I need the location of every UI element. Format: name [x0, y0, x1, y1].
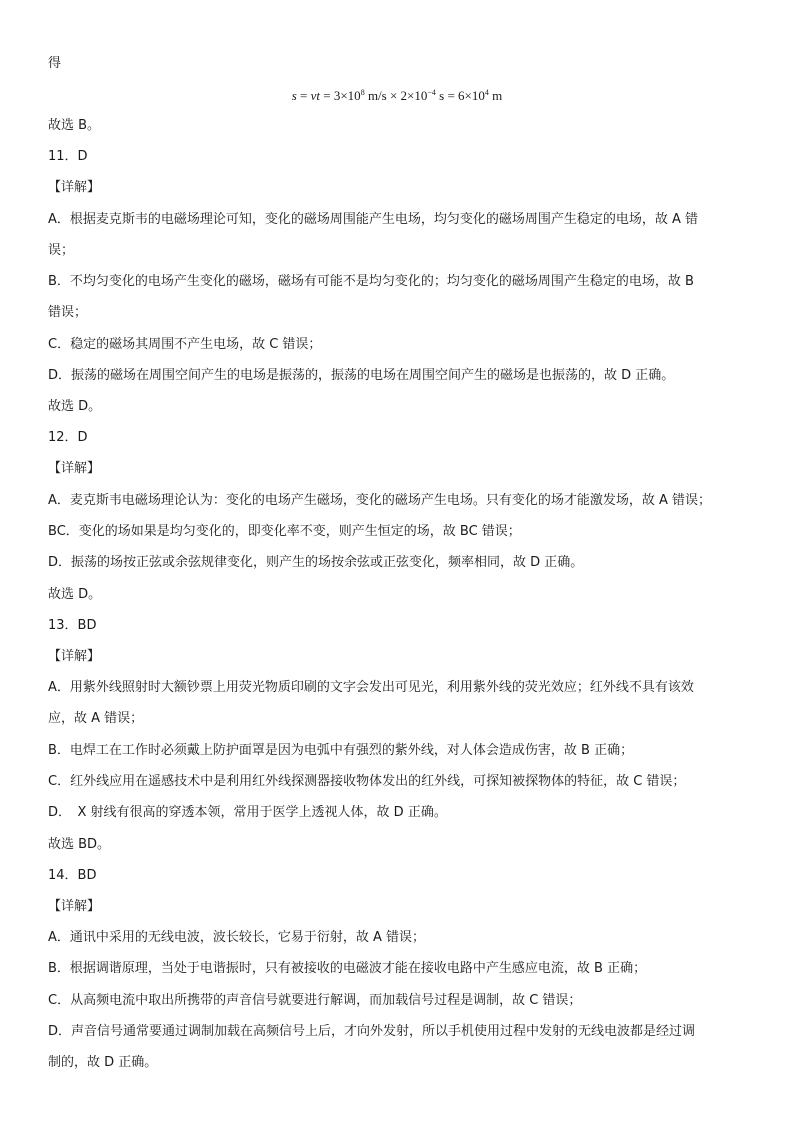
formula-exponent: −4: [427, 88, 436, 97]
formula-exponent: 4: [484, 88, 489, 97]
section-heading: 【详解】: [48, 461, 101, 476]
option-a-text: A．通讯中采用的无线电波，波长较长，它易于衍射，故 A 错误；: [48, 930, 426, 945]
option-a-text-cont: 应，故 A 错误；: [48, 711, 144, 726]
option-d-text-cont: 制的，故 D 正确。: [48, 1055, 158, 1070]
option-a-text: A．根据麦克斯韦的电磁场理论可知，变化的磁场周围能产生电场，均匀变化的磁场周围产生稳定的电场，故 A 错: [48, 212, 699, 227]
option-bc-text: BC．变化的场如果是均匀变化的，即变化率不变，则产生恒定的场，故 BC 错误；: [48, 524, 521, 539]
option-a-text: A．麦克斯韦电磁场理论认为：变化的电场产生磁场，变化的磁场产生电场。只有变化的场才能激发场，故 A 错误；: [48, 493, 712, 508]
section-heading: 【详解】: [48, 899, 101, 914]
question-number: 14．BD: [48, 868, 97, 883]
option-d-text: D．声音信号通常要通过调制加载在高频信号上后，才向外发射，所以手机使用过程中发射的无线电波都是经过调: [48, 1024, 696, 1039]
option-b-text: B．电焊工在工作时必须戴上防护面罩是因为电弧中有强烈的紫外线，对人体会造成伤害，故 B 正确；: [48, 743, 634, 758]
formula-unit: m: [488, 88, 503, 103]
section-heading: 【详解】: [48, 649, 101, 664]
question-number: 13．BD: [48, 618, 97, 633]
formula-part: = 3×10: [320, 88, 361, 103]
option-a-text-cont: 误；: [48, 243, 75, 258]
formula-symbol-vt: vt: [310, 88, 321, 103]
question-number: 12．D: [48, 430, 88, 445]
option-d-text: D．振荡的磁场在周围空间产生的电场是振荡的，振荡的电场在周围空间产生的磁场是也振荡的，故 D 正确。: [48, 368, 675, 383]
formula-part: m/s × 2×10: [364, 88, 428, 103]
option-d-text: D．振荡的场按正弦或余弦规律变化，则产生的场按余弦或正弦变化，频率相同，故 D 正确。: [48, 555, 584, 570]
formula-distance: [0, 86, 794, 106]
formula-exponent: 8: [360, 88, 365, 97]
text-line: 得: [48, 56, 62, 71]
option-c-text: C．稳定的磁场其周围不产生电场，故 C 错误；: [48, 337, 322, 352]
option-a-text: A．用紫外线照射时大额钞票上用荧光物质印刷的文字会发出可见光，利用紫外线的荧光效应；红外线不具有该效: [48, 680, 694, 695]
conclusion-line: 故选 BD。: [48, 837, 111, 852]
conclusion-line: 故选 B。: [48, 118, 101, 133]
conclusion-line: 故选 D。: [48, 399, 102, 414]
option-c-text: C．红外线应用在遥感技术中是利用红外线探测器接收物体发出的红外线，可探知被探物体的特征，故 C 错误；: [48, 774, 686, 789]
option-c-text: C．从高频电流中取出所携带的声音信号就要进行解调，而加载信号过程是调制，故 C 错误；: [48, 993, 582, 1008]
option-b-text-cont: 错误；: [48, 305, 88, 320]
formula-symbol-s: s: [291, 88, 297, 103]
option-b-text: B．根据调谐原理，当处于电谐振时，只有被接收的电磁波才能在接收电路中产生感应电流，故 B 正确；: [48, 961, 647, 976]
section-heading: 【详解】: [48, 180, 101, 195]
option-d-text: D． X 射线有很高的穿透本领，常用于医学上透视人体，故 D 正确。: [48, 805, 447, 820]
formula-part: =: [296, 88, 311, 103]
question-number: 11．D: [48, 149, 88, 164]
formula-part: s = 6×10: [435, 88, 485, 103]
option-b-text: B．不均匀变化的电场产生变化的磁场，磁场有可能不是均匀变化的；均匀变化的磁场周围产生稳定的电场，故 B: [48, 274, 694, 289]
conclusion-line: 故选 D。: [48, 587, 102, 602]
